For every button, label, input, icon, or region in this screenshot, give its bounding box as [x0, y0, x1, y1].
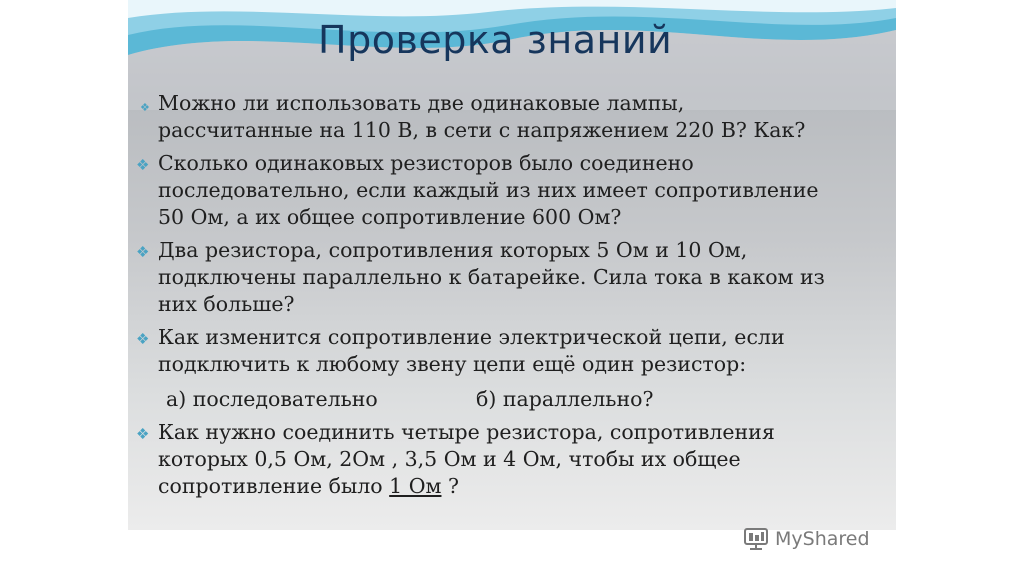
myshared-logo-icon: [743, 526, 769, 552]
question-item: [132, 90, 862, 144]
watermark[interactable]: [743, 526, 870, 552]
question-line: 50 Ом, а их общее сопротивление 600 Ом?: [158, 205, 622, 229]
question-line: [158, 473, 862, 500]
question-line: рассчитанные на 110 В, в сети с напряжением 220 В? Как?: [158, 118, 806, 142]
emphasized-value: 1 Ом: [389, 474, 442, 498]
diamond-bullet-icon: ❖: [136, 425, 150, 443]
question-line: Можно ли использовать две одинаковые лампы,: [158, 91, 685, 115]
question-line: подключить к любому звену цепи ещё один резистор:: [158, 352, 747, 376]
question-line: них больше?: [158, 292, 295, 316]
question-line: подключены параллельно к батарейке. Сила тока в каком из: [158, 265, 825, 289]
watermark-text: MyShared: [775, 528, 870, 550]
question-item: [132, 324, 862, 413]
option-b: б) параллельно?: [476, 387, 654, 411]
question-item: [132, 419, 862, 500]
presentation-slide: [128, 0, 896, 530]
question-item: [132, 150, 862, 231]
question-line: Как нужно соединить четыре резистора, сопротивления: [158, 420, 775, 444]
diamond-bullet-icon: ❖: [136, 156, 150, 174]
question-item: [132, 237, 862, 318]
diamond-bullet-icon: ❖: [136, 243, 150, 261]
question-line: последовательно, если каждый из них имеет сопротивление: [158, 178, 819, 202]
diamond-bullet-icon: ❖: [136, 330, 150, 348]
option-a: а) последовательно: [166, 387, 378, 411]
question-text: ?: [441, 474, 459, 498]
question-list: [132, 90, 862, 506]
diamond-bullet-icon: ❖: [140, 101, 150, 114]
question-line: Два резистора, сопротивления которых 5 Ом и 10 Ом,: [158, 238, 748, 262]
question-text: сопротивление было: [158, 474, 390, 498]
question-line: Как изменится сопротивление электрической цепи, если: [158, 325, 785, 349]
question-line: которых 0,5 Ом, 2Ом , 3,5 Ом и 4 Ом, чтобы их общее: [158, 447, 741, 471]
slide-title: Проверка знаний: [318, 18, 673, 62]
question-line: Сколько одинаковых резисторов было соединено: [158, 151, 694, 175]
answer-options: [158, 386, 862, 413]
